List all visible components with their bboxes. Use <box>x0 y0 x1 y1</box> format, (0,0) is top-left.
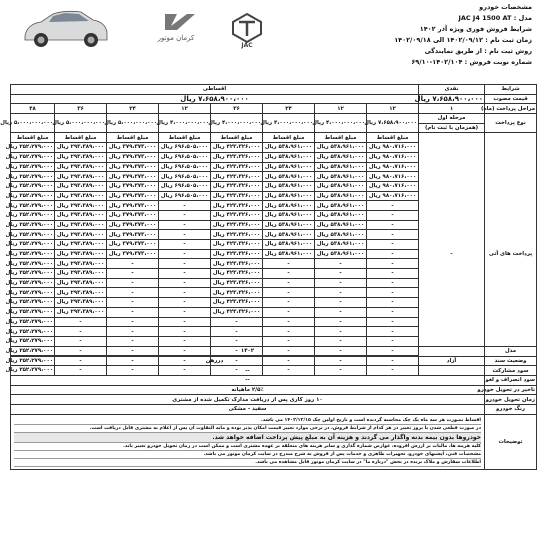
installment-empty: - <box>159 346 211 356</box>
installment-amount: ۴۲۳،۳۲۶،۰۰۰ ریال <box>211 201 263 211</box>
info-terms: شرایط فروش فوری ویژه آذر ۱۴۰۲ <box>419 25 532 33</box>
installment-empty: - <box>159 269 211 279</box>
installment-amount: ۲۹۳،۳۸۹،۰۰۰ ریال <box>55 220 107 230</box>
plan-months: ۳۶ <box>55 104 107 114</box>
installment-amount: ۹۸۰،۷۱۶،۰۰۰ ریال <box>367 191 419 201</box>
installment-amount: ۵۳۸،۹۶۱،۰۰۰ ریال <box>263 172 315 182</box>
installment-empty: - <box>107 288 159 298</box>
installment-empty: - <box>367 336 419 346</box>
installment-amount: ۴۲۳،۳۲۶،۰۰۰ ریال <box>211 220 263 230</box>
installment-amount: ۲۵۲،۲۷۹،۰۰۰ ریال <box>5 202 54 209</box>
installment-empty: - <box>107 346 159 356</box>
installment-empty: - <box>107 365 159 375</box>
installment-amount: ۲۵۲،۲۷۹،۰۰۰ ریال <box>5 338 54 345</box>
installment-amount: ۵۳۸،۹۶۱،۰۰۰ ریال <box>315 152 367 162</box>
installment-amount: ۵۳۸،۹۶۱،۰۰۰ ریال <box>263 230 315 240</box>
installment-col-header: مبلغ اقساط <box>55 133 107 143</box>
installment-empty: - <box>263 259 315 269</box>
installment-amount: ۵۳۸،۹۶۱،۰۰۰ ریال <box>315 191 367 201</box>
model-year-value: ۱۴۰۲ <box>11 347 485 357</box>
installment-amount: ۲۹۳،۳۸۹،۰۰۰ ریال <box>55 230 107 240</box>
installment-empty: - <box>159 298 211 308</box>
installment-empty: - <box>263 278 315 288</box>
label-payment: نوع پرداخت <box>485 114 537 133</box>
plan-first-pay: ۵،۰۰۰،۰۰۰،۰۰۰ ریال <box>55 114 107 133</box>
installment-empty: - <box>367 288 419 298</box>
plan-months: ۲۴ <box>107 104 159 114</box>
installment-amount: ۵۳۸،۹۶۱،۰۰۰ ریال <box>263 162 315 172</box>
installment-amount: ۵۳۸،۹۶۱،۰۰۰ ریال <box>263 181 315 191</box>
cash-month: ۱ <box>419 104 485 114</box>
installment-empty: - <box>367 201 419 211</box>
installment-empty: - <box>263 356 315 366</box>
installment-amount: ۴۲۳،۳۲۶،۰۰۰ ریال <box>211 143 263 153</box>
note-item: اقساط بصورت هر سه ماه یک چک محاسبه گردیده است و تاریخ اولین چک ۱۴۰۲/۱۲/۱۵ می باشد. <box>14 417 481 425</box>
installment-empty: - <box>315 278 367 288</box>
installment-empty: - <box>159 336 211 346</box>
installment-amount: ۴۲۳،۳۲۶،۰۰۰ ریال <box>211 240 263 250</box>
notes-list <box>11 414 485 469</box>
installment-col-header: مبلغ اقساط <box>107 133 159 143</box>
installment-amount: ۵۳۸،۹۶۱،۰۰۰ ریال <box>263 210 315 220</box>
installment-empty: - <box>107 317 159 327</box>
info-queue-no: شماره نوبت فروش : ۱۴۰۲/۱۰۴-۶۹/۱۰ <box>411 58 532 66</box>
installment-empty: - <box>107 269 159 279</box>
installment-amount: ۲۵۲،۲۷۹،۰۰۰ ریال <box>5 309 54 316</box>
cash-installments: - <box>419 133 485 375</box>
installment-empty: - <box>367 356 419 366</box>
installment-amount: ۵۳۸،۹۶۱،۰۰۰ ریال <box>263 220 315 230</box>
installment-empty: - <box>107 278 159 288</box>
installment-empty: - <box>315 317 367 327</box>
installment-col-header: مبلغ اقساط <box>263 133 315 143</box>
label-registration-profit: سود انصراف و لغو <box>485 377 536 384</box>
installment-amount: ۵۳۸،۹۶۱،۰۰۰ ریال <box>315 172 367 182</box>
registration-profit-value: -- <box>11 376 485 386</box>
installment-empty: - <box>159 220 211 230</box>
installment-amount: ۲۵۲،۲۷۹،۰۰۰ ریال <box>5 251 54 258</box>
installment-amount: ۵۳۸،۹۶۱،۰۰۰ ریال <box>315 240 367 250</box>
note-item: کلیه هزینه ها، مالیات بر ارزش افزوده، عوارض شماره گذاری و سایر هزینه های متعلقه بر عهده مشتری است و ممکن است در زمان تحویل خودرو تغییر یابد. <box>14 443 481 451</box>
label-delay: تاخیر در تحویل خودرو <box>477 387 536 394</box>
installment-empty: - <box>315 269 367 279</box>
installment-amount: ۵۳۸،۹۶۱،۰۰۰ ریال <box>263 191 315 201</box>
installment-amount: ۴۲۳،۳۲۶،۰۰۰ ریال <box>211 191 263 201</box>
installment-empty: - <box>263 298 315 308</box>
cash-price: ۷،۶۵۸،۹۰۰،۰۰۰ ریال <box>414 95 484 104</box>
label-first-pay-note: (همزمان با ثبت نام) <box>419 123 485 133</box>
label-color: رنگ خودرو <box>485 405 537 415</box>
installment-col-header: مبلغ اقساط <box>159 133 211 143</box>
installment-price: ۷،۶۵۸،۹۰۰،۰۰۰ ریال <box>11 94 419 104</box>
installment-amount: ۲۵۲،۲۷۹،۰۰۰ ریال <box>5 328 54 335</box>
installment-empty: - <box>315 346 367 356</box>
installment-empty: - <box>107 336 159 346</box>
jac-logo <box>229 10 265 48</box>
installment-empty: - <box>107 356 159 366</box>
installment-empty: - <box>315 356 367 366</box>
cash-first-pay: ۷،۶۵۸،۹۰۰،۰۰۰ ریال <box>367 114 419 133</box>
label-price: قیمت مصوب <box>485 94 537 104</box>
installment-empty: - <box>211 317 263 327</box>
installment-empty: - <box>367 269 419 279</box>
installment-amount: ۹۸۰،۷۱۶،۰۰۰ ریال <box>367 162 419 172</box>
installment-empty: - <box>211 336 263 346</box>
installment-amount: ۴۲۳،۳۲۶،۰۰۰ ریال <box>211 162 263 172</box>
installment-empty: - <box>367 249 419 259</box>
installment-amount: ۹۸۰،۷۱۶،۰۰۰ ریال <box>367 181 419 191</box>
installment-empty: - <box>367 278 419 288</box>
installment-amount: ۲۹۳،۳۸۹،۰۰۰ ریال <box>55 210 107 220</box>
installment-amount: ۲۵۲،۲۷۹،۰۰۰ ریال <box>5 347 54 354</box>
installment-amount: ۲۵۲،۲۷۹،۰۰۰ ریال <box>5 144 54 151</box>
installment-empty: - <box>263 288 315 298</box>
installment-amount: ۴۲۳،۳۲۶،۰۰۰ ریال <box>211 259 263 269</box>
installment-amount: ۳۷۹،۳۷۳،۰۰۰ ریال <box>107 230 159 240</box>
color-value: سفید - مشکی <box>11 405 485 415</box>
installment-empty: - <box>367 365 419 375</box>
installment-amount: ۴۲۳،۳۲۶،۰۰۰ ریال <box>211 269 263 279</box>
installment-amount: ۲۹۳،۳۸۹،۰۰۰ ریال <box>55 152 107 162</box>
installment-amount: ۴۲۳،۳۲۶،۰۰۰ ریال <box>211 210 263 220</box>
installment-empty: - <box>367 317 419 327</box>
installment-empty: - <box>263 336 315 346</box>
installment-empty: - <box>55 317 107 327</box>
installment-amount: ۲۵۲،۲۷۹،۰۰۰ ریال <box>5 367 54 374</box>
installment-amount: ۲۵۲،۲۷۹،۰۰۰ ریال <box>5 318 54 325</box>
installment-amount: ۲۹۳،۳۸۹،۰۰۰ ریال <box>55 240 107 250</box>
installment-empty: - <box>159 356 211 366</box>
installment-empty: - <box>159 259 211 269</box>
installment-empty: - <box>367 298 419 308</box>
installment-empty: - <box>159 288 211 298</box>
info-signup-method: روش ثبت نام : از طریق نمایندگی <box>424 47 532 55</box>
installment-amount: ۶۹۶،۵۰۵،۰۰۰ ریال <box>159 162 211 172</box>
installment-amount: ۳۷۹،۳۷۳،۰۰۰ ریال <box>107 143 159 153</box>
installment-empty: - <box>159 240 211 250</box>
installment-amount: ۵۳۸،۹۶۱،۰۰۰ ریال <box>263 143 315 153</box>
installment-amount: ۲۵۲،۲۷۹،۰۰۰ ریال <box>5 289 54 296</box>
installment-amount: ۲۹۳،۳۸۹،۰۰۰ ریال <box>55 181 107 191</box>
installment-amount: ۳۷۹،۳۷۳،۰۰۰ ریال <box>107 152 159 162</box>
svg-text:کرمان موتور: کرمان موتور <box>157 34 195 42</box>
terms-table <box>5 346 537 470</box>
installment-empty: - <box>159 317 211 327</box>
installment-col-header: مبلغ اقساط <box>11 133 55 143</box>
installment-amount: ۴۲۳،۳۲۶،۰۰۰ ریال <box>211 152 263 162</box>
installment-amount: ۲۵۲،۲۷۹،۰۰۰ ریال <box>5 280 54 287</box>
plan-months: ۱۲ <box>315 104 367 114</box>
installment-empty: - <box>263 269 315 279</box>
note-item: خودروها بدون بیمه بدنه واگذار می گردند و هزینه آن به مبلغ پیش پرداخت اضافه خواهد شد. <box>14 433 481 443</box>
installment-amount: ۵۳۸،۹۶۱،۰۰۰ ریال <box>263 201 315 211</box>
info-signup-time: زمان ثبت نام : ۱۴۰۲/۰۹/۱۲ الی ۱۴۰۲/۰۹/۱۸ <box>394 36 532 44</box>
installment-amount: ۵۳۸،۹۶۱،۰۰۰ ریال <box>315 162 367 172</box>
installment-amount: ۵۳۸،۹۶۱،۰۰۰ ریال <box>315 210 367 220</box>
installment-amount: ۵۳۸،۹۶۱،۰۰۰ ریال <box>263 249 315 259</box>
installment-amount: ۳۷۹،۳۷۳،۰۰۰ ریال <box>107 181 159 191</box>
plan-months: ۱۲ <box>367 104 419 114</box>
installment-col-header: مبلغ اقساط <box>367 133 419 143</box>
installment-empty: - <box>367 210 419 220</box>
label-model-year: مدل <box>485 347 537 357</box>
installment-amount: ۲۹۳،۳۸۹،۰۰۰ ریال <box>55 191 107 201</box>
plan-first-pay: ۵،۰۰۰،۰۰۰،۰۰۰ ریال <box>107 114 159 133</box>
plan-first-pay: ۴،۰۰۰،۰۰۰،۰۰۰ ریال <box>159 114 211 133</box>
kerman-motor-logo <box>151 10 201 44</box>
installment-amount: ۲۹۳،۳۸۹،۰۰۰ ریال <box>55 249 107 259</box>
installment-amount: ۴۲۳،۳۲۶،۰۰۰ ریال <box>211 249 263 259</box>
installment-amount: ۲۵۲،۲۷۹،۰۰۰ ریال <box>5 173 54 180</box>
label-conditions: شرایط <box>485 85 537 95</box>
label-participation: سود مشارکت <box>485 366 537 376</box>
installment-amount: ۵۳۸،۹۶۱،۰۰۰ ریال <box>263 240 315 250</box>
installment-empty: - <box>367 307 419 317</box>
installment-amount: ۲۵۲،۲۷۹،۰۰۰ ریال <box>5 163 54 170</box>
installment-amount: ۴۲۳،۳۲۶،۰۰۰ ریال <box>211 181 263 191</box>
installment-amount: ۶۹۶،۵۰۵،۰۰۰ ریال <box>159 181 211 191</box>
installment-amount: ۳۷۹،۳۷۳،۰۰۰ ریال <box>107 191 159 201</box>
installment-plan-label: اقساطی <box>11 85 419 95</box>
installment-amount: ۳۷۹،۳۷۳،۰۰۰ ریال <box>107 162 159 172</box>
installment-empty: - <box>315 307 367 317</box>
installment-empty: - <box>211 356 263 366</box>
installment-amount: ۲۹۳،۳۸۹،۰۰۰ ریال <box>55 288 107 298</box>
installment-amount: ۶۹۶،۵۰۵،۰۰۰ ریال <box>159 191 211 201</box>
installment-amount: ۲۹۳،۳۸۹،۰۰۰ ریال <box>55 307 107 317</box>
installment-empty: - <box>159 201 211 211</box>
participation-value: -- <box>11 366 485 376</box>
installment-empty: - <box>159 278 211 288</box>
installment-amount: ۵۳۸،۹۶۱،۰۰۰ ریال <box>315 143 367 153</box>
installment-amount: ۳۷۹،۳۷۳،۰۰۰ ریال <box>107 240 159 250</box>
installment-amount: ۲۵۲،۲۷۹،۰۰۰ ریال <box>5 221 54 228</box>
price-table <box>0 84 537 376</box>
plan-first-pay: ۵،۰۰۰،۰۰۰،۰۰۰ ریال <box>11 114 55 133</box>
installment-amount: ۳۷۹،۳۷۳،۰۰۰ ریال <box>107 210 159 220</box>
plan-first-pay: ۴،۰۰۰،۰۰۰،۰۰۰ ریال <box>315 114 367 133</box>
installment-amount: ۴۲۳،۳۲۶،۰۰۰ ریال <box>211 230 263 240</box>
installment-amount: ۲۵۲،۲۷۹،۰۰۰ ریال <box>5 241 54 248</box>
installment-amount: ۵۳۸،۹۶۱،۰۰۰ ریال <box>315 220 367 230</box>
note-item: مشخصات فنی، آپشنهای خودرو، تجهیزات ظاهری و خدمات پس از فروش به شرح مندرج در سایت کرمان موتور می باشد. <box>14 451 481 459</box>
installment-empty: - <box>263 365 315 375</box>
installment-amount: ۲۵۲،۲۷۹،۰۰۰ ریال <box>5 212 54 219</box>
plan-months: ۴۸ <box>11 104 55 114</box>
info-model: مدل : JAC J4 1500 AT <box>458 14 532 22</box>
installment-amount: ۲۹۳،۳۸۹،۰۰۰ ریال <box>55 278 107 288</box>
installment-empty: - <box>107 259 159 269</box>
installment-empty: - <box>367 220 419 230</box>
sale-info <box>292 2 532 68</box>
installment-empty: - <box>159 249 211 259</box>
installment-amount: ۳۷۹،۳۷۳،۰۰۰ ریال <box>107 220 159 230</box>
installment-empty: - <box>315 336 367 346</box>
installment-amount: ۶۹۶،۵۰۵،۰۰۰ ریال <box>159 143 211 153</box>
installment-amount: ۲۹۳،۳۸۹،۰۰۰ ریال <box>55 172 107 182</box>
installment-empty: - <box>107 327 159 337</box>
installment-amount: ۴۲۳،۳۲۶،۰۰۰ ریال <box>211 288 263 298</box>
installment-empty: - <box>367 240 419 250</box>
installment-empty: - <box>159 230 211 240</box>
installment-amount: ۲۹۳،۳۸۹،۰۰۰ ریال <box>55 162 107 172</box>
installment-amount: ۲۵۲،۲۷۹،۰۰۰ ریال <box>5 299 54 306</box>
installment-amount: ۴۲۳،۳۲۶،۰۰۰ ریال <box>211 172 263 182</box>
installment-amount: ۵۳۸،۹۶۱،۰۰۰ ریال <box>263 152 315 162</box>
label-first-pay: مرحله اول <box>419 114 485 124</box>
installment-amount: ۴۲۳،۳۲۶،۰۰۰ ریال <box>211 278 263 288</box>
svg-text:JAC: JAC <box>241 42 253 49</box>
cash-label: نقدی <box>419 85 485 95</box>
installment-empty: - <box>55 336 107 346</box>
installment-empty: - <box>315 298 367 308</box>
installment-amount: ۲۹۳،۳۸۹،۰۰۰ ریال <box>55 201 107 211</box>
installment-amount: ۲۵۲،۲۷۹،۰۰۰ ریال <box>5 270 54 277</box>
installment-empty: - <box>55 327 107 337</box>
installment-amount: ۴۲۳،۳۲۶،۰۰۰ ریال <box>211 307 263 317</box>
installment-amount: ۶۹۶،۵۰۵،۰۰۰ ریال <box>159 152 211 162</box>
installment-empty: - <box>263 317 315 327</box>
plan-first-pay: ۴،۰۰۰،۰۰۰،۰۰۰ ریال <box>263 114 315 133</box>
installment-empty: - <box>367 327 419 337</box>
installment-amount: ۴۲۳،۳۲۶،۰۰۰ ریال <box>211 298 263 308</box>
installment-amount: ۵۳۸،۹۶۱،۰۰۰ ریال <box>315 181 367 191</box>
installment-empty: - <box>107 307 159 317</box>
installment-col-header: مبلغ اقساط <box>211 133 263 143</box>
installment-empty: - <box>263 307 315 317</box>
installment-empty: - <box>315 327 367 337</box>
plan-months: ۲۴ <box>263 104 315 114</box>
installment-amount: ۳۷۹،۳۷۳،۰۰۰ ریال <box>107 172 159 182</box>
installment-empty: - <box>367 346 419 356</box>
installment-empty: - <box>315 365 367 375</box>
label-installments: پرداخت های آتی <box>485 133 537 375</box>
delay-value: ۲/۵٪ ماهیانه <box>11 385 485 395</box>
installment-amount: ۲۵۲،۲۷۹،۰۰۰ ریال <box>5 192 54 199</box>
installment-amount: ۲۵۲،۲۷۹،۰۰۰ ریال <box>5 154 54 161</box>
label-delivery: زمان تحویل خودرو <box>485 396 536 403</box>
installment-empty: - <box>367 230 419 240</box>
delivery-value: ۱۰ روز کاری پس از دریافت مدارک تکمیل شده از مشتری <box>11 395 485 405</box>
installment-empty: - <box>55 356 107 366</box>
installment-empty: - <box>263 346 315 356</box>
installment-amount: ۹۸۰،۷۱۶،۰۰۰ ریال <box>367 143 419 153</box>
installment-empty: - <box>367 259 419 269</box>
installment-empty: - <box>159 327 211 337</box>
installment-amount: ۳۷۹،۳۷۳،۰۰۰ ریال <box>107 201 159 211</box>
installment-amount: ۲۵۲،۲۷۹،۰۰۰ ریال <box>5 231 54 238</box>
installment-amount: ۲۹۳،۳۸۹،۰۰۰ ریال <box>55 298 107 308</box>
installment-amount: ۳۷۹،۳۷۳،۰۰۰ ریال <box>107 249 159 259</box>
contract-cash: آزاد <box>419 356 485 366</box>
installment-amount: ۵۳۸،۹۶۱،۰۰۰ ریال <box>315 249 367 259</box>
installment-amount: ۲۹۳،۳۸۹،۰۰۰ ریال <box>55 259 107 269</box>
installment-amount: ۹۸۰،۷۱۶،۰۰۰ ریال <box>367 152 419 162</box>
car-image <box>19 2 111 52</box>
installment-amount: ۲۹۳،۳۸۹،۰۰۰ ریال <box>55 269 107 279</box>
label-notes: توضیحات <box>485 414 537 469</box>
installment-empty: - <box>107 298 159 308</box>
installment-amount: ۲۵۲،۲۷۹،۰۰۰ ریال <box>5 183 54 190</box>
installment-empty: - <box>263 327 315 337</box>
label-contract: وضعیت سند <box>485 356 537 366</box>
installment-amount: ۲۹۳،۳۸۹،۰۰۰ ریال <box>55 143 107 153</box>
installment-empty: - <box>159 307 211 317</box>
installment-amount: ۲۵۲،۲۷۹،۰۰۰ ریال <box>5 260 54 267</box>
installment-empty: - <box>159 210 211 220</box>
installment-amount: ۶۹۶،۵۰۵،۰۰۰ ریال <box>159 172 211 182</box>
info-title: مشخصات خودرو <box>479 3 532 11</box>
installment-empty: - <box>211 365 263 375</box>
installment-empty: - <box>55 365 107 375</box>
note-item: در صورت قطعی شدن یا بروز تغییر در هر کدام از شرایط فروش، در برخی موارد تغییر قیمت امکان پذیر بوده و مابه التفاوت آن پس از اعلام به مشتری قابل دریافت است. <box>14 425 481 433</box>
installment-empty: - <box>315 288 367 298</box>
installment-amount: ۹۸۰،۷۱۶،۰۰۰ ریال <box>367 172 419 182</box>
plan-first-pay: ۴،۰۰۰،۰۰۰،۰۰۰ ریال <box>211 114 263 133</box>
installment-amount: ۲۵۲،۲۷۹،۰۰۰ ریال <box>5 357 54 364</box>
installment-empty: - <box>159 365 211 375</box>
installment-amount: ۵۳۸،۹۶۱،۰۰۰ ریال <box>315 230 367 240</box>
installment-amount: ۵۳۸،۹۶۱،۰۰۰ ریال <box>315 201 367 211</box>
label-months: مراحل پرداخت (ماه) <box>481 105 536 112</box>
installment-col-header: مبلغ اقساط <box>315 133 367 143</box>
installment-empty: - <box>211 327 263 337</box>
plan-months: ۱۲ <box>159 104 211 114</box>
installment-empty: - <box>315 259 367 269</box>
contract-installment: دررهن <box>11 356 419 366</box>
plan-months: ۳۶ <box>211 104 263 114</box>
note-item: اطلاعات سفارش و ملاک برنده در بخش "درباره ما" در سایت کرمان موتور قابل مشاهده می باشد. <box>14 459 481 467</box>
installment-empty: - <box>55 346 107 356</box>
installment-empty: - <box>211 346 263 356</box>
